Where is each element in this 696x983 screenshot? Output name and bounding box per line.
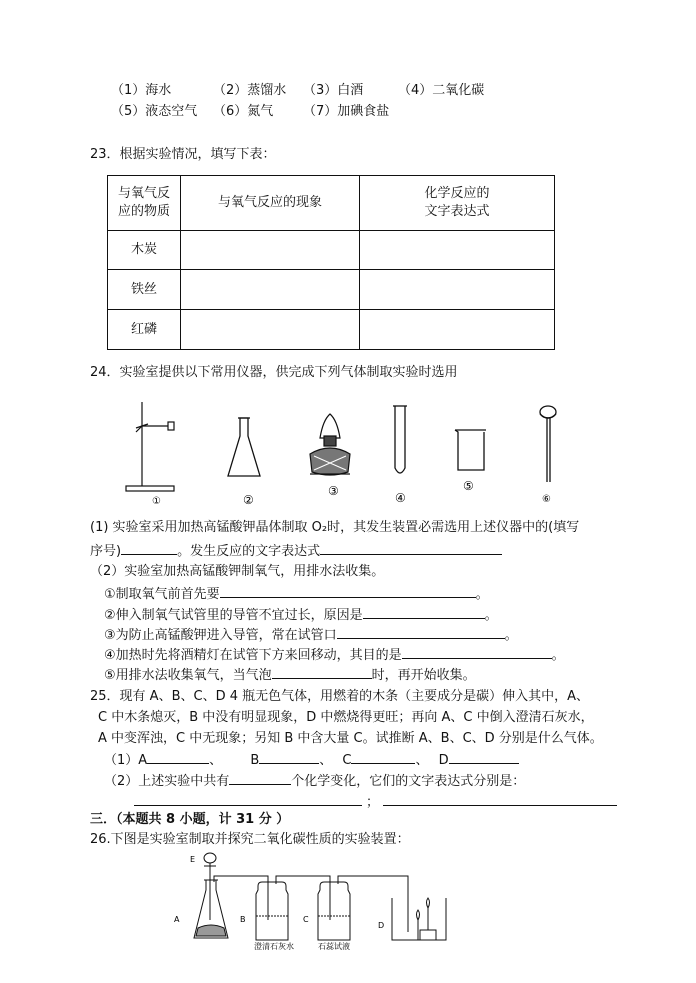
header-line: 与氧气反	[117, 186, 170, 201]
header-expression	[360, 176, 555, 231]
text: D	[438, 753, 449, 768]
header-phenomenon: 与氧气反应的现象	[181, 176, 360, 231]
answer-blank[interactable]	[337, 626, 505, 639]
option-5: （5）液态空气	[111, 104, 198, 119]
bottle-b-icon	[256, 882, 288, 940]
label-a: A	[174, 915, 180, 924]
text: 、	[209, 753, 223, 768]
label-e: E	[190, 855, 196, 864]
q25-line2: C 中木条熄灭，B 中没有明显现象，D 中燃烧得更旺；再向 A、C 中倒入澄清石灰水，	[98, 710, 594, 725]
answer-blank[interactable]	[383, 793, 617, 806]
q25-expressions	[134, 793, 617, 812]
text: 时，再开始收集。	[371, 668, 476, 683]
q26-apparatus-figure	[170, 850, 470, 950]
option-6: （6）氮气	[213, 104, 274, 119]
label-lime-water: 澄清石灰水	[254, 942, 294, 950]
header-line: 文字表达式	[424, 204, 490, 219]
label-c: C	[303, 915, 309, 924]
row-label: 红磷	[108, 310, 181, 350]
q24-part1-line2	[90, 542, 502, 561]
funnel-e-icon	[204, 853, 216, 863]
answer-cell[interactable]	[360, 310, 555, 350]
answer-blank[interactable]	[121, 542, 177, 555]
text: ⑤用排水法收集氧气，当气泡	[104, 668, 272, 683]
answer-blank[interactable]	[402, 646, 552, 659]
label-2: ②	[243, 493, 254, 507]
q26-prompt: 26.下图是实验室制取并探究二氧化碳性质的实验装置：	[90, 832, 410, 847]
text: 。	[504, 628, 518, 643]
q24-apparatus-figure	[110, 398, 570, 510]
q24-prompt: 24．实验室提供以下常用仪器，供完成下列气体制取实验时选用	[90, 365, 458, 380]
q23-table	[107, 175, 555, 350]
answer-blank-c[interactable]	[351, 751, 415, 764]
text: ②伸入制氧气试管里的导管不宜过长，原因是	[104, 608, 363, 623]
q25-part1	[104, 751, 519, 770]
conical-flask-icon	[228, 418, 260, 476]
header-line: 化学反应的	[424, 186, 490, 201]
option-1: （1）海水	[111, 83, 172, 98]
text: ①制取氧气前首先要	[104, 587, 220, 602]
label-litmus: 石蕊试液	[318, 942, 350, 950]
candle-flame-icon	[427, 898, 430, 908]
answer-cell[interactable]	[181, 231, 360, 270]
option-3: （3）白酒	[303, 83, 364, 98]
answer-blank-a[interactable]	[147, 751, 209, 764]
text: C	[342, 753, 352, 768]
text: （2）上述实验中共有	[104, 774, 230, 789]
text: 。	[475, 587, 489, 602]
q24-part1-line1: (1) 实验室采用加热高锰酸钾晶体制取 O₂时，其发生装置必需选用上述仪器中的(填写	[90, 520, 580, 535]
answer-blank[interactable]	[220, 585, 476, 598]
row-label: 铁丝	[108, 270, 181, 310]
alcohol-lamp-icon	[310, 414, 350, 475]
text: ；	[366, 795, 380, 810]
text: B	[250, 753, 260, 768]
beaker-icon	[455, 430, 486, 470]
answer-blank[interactable]	[363, 606, 485, 619]
text: 序号)	[90, 544, 122, 559]
q24-step-2	[104, 606, 498, 625]
text: ③为防止高锰酸钾进入导管，常在试管口	[104, 628, 337, 643]
text: 。	[551, 648, 565, 663]
answer-blank[interactable]	[229, 772, 291, 785]
answer-cell[interactable]	[181, 270, 360, 310]
answer-cell[interactable]	[181, 310, 360, 350]
q24-part2: （2）实验室加热高锰酸钾制氧气，用排水法收集。	[90, 564, 385, 579]
answer-blank[interactable]	[320, 542, 502, 555]
q24-step-3	[104, 626, 518, 645]
option-4: （4）二氧化碳	[398, 83, 485, 98]
header-substance	[108, 176, 181, 231]
label-d: D	[378, 921, 385, 930]
label-5: ⑤	[463, 479, 474, 493]
answer-blank-d[interactable]	[449, 751, 519, 764]
label-4: ④	[395, 491, 406, 505]
label-3: ③	[328, 484, 339, 498]
option-7: （7）加碘食盐	[303, 104, 390, 119]
q23-prompt: 23．根据实验情况，填写下表：	[90, 147, 276, 162]
label-1: ①	[152, 496, 161, 507]
q24-step-1	[104, 585, 489, 604]
text: 。	[484, 608, 498, 623]
answer-cell[interactable]	[360, 231, 555, 270]
text: 。发生反应的文字表达式	[177, 544, 321, 559]
section-3-heading: 三．（本题共 8 小题，计 31 分 ）	[90, 812, 290, 827]
q25-line3: A 中变浑浊，C 中无现象；另知 B 中含大量 C。试推断 A、B、C、D 分别是什么气体。	[98, 731, 603, 746]
text: ④加热时先将酒精灯在试管下方来回移动，其目的是	[104, 648, 402, 663]
answer-blank[interactable]	[272, 666, 372, 679]
label-6: ⑥	[542, 494, 551, 505]
row-label: 木炭	[108, 231, 181, 270]
test-tube-icon	[393, 406, 407, 473]
option-2: （2）蒸馏水	[213, 83, 287, 98]
answer-cell[interactable]	[360, 270, 555, 310]
iron-stand-icon	[126, 402, 174, 491]
q24-step-5	[104, 666, 476, 685]
q25-part2	[104, 772, 525, 791]
text: （1）A	[104, 753, 148, 768]
answer-blank[interactable]	[134, 793, 362, 806]
long-neck-funnel-icon	[540, 406, 556, 482]
label-b: B	[240, 915, 246, 924]
text: 个化学变化，它们的文字表达式分别是：	[291, 774, 526, 789]
header-line: 应的物质	[117, 204, 170, 219]
bottle-c-icon	[318, 882, 350, 940]
q24-step-4	[104, 646, 565, 665]
text: 、	[415, 753, 429, 768]
candle-flame-icon	[417, 910, 420, 920]
q25-line1: 25．现有 A、B、C、D 4 瓶无色气体，用燃着的木条（主要成分是碳）伸入其中，A、	[90, 689, 590, 704]
text: 、	[319, 753, 333, 768]
answer-blank-b[interactable]	[259, 751, 319, 764]
